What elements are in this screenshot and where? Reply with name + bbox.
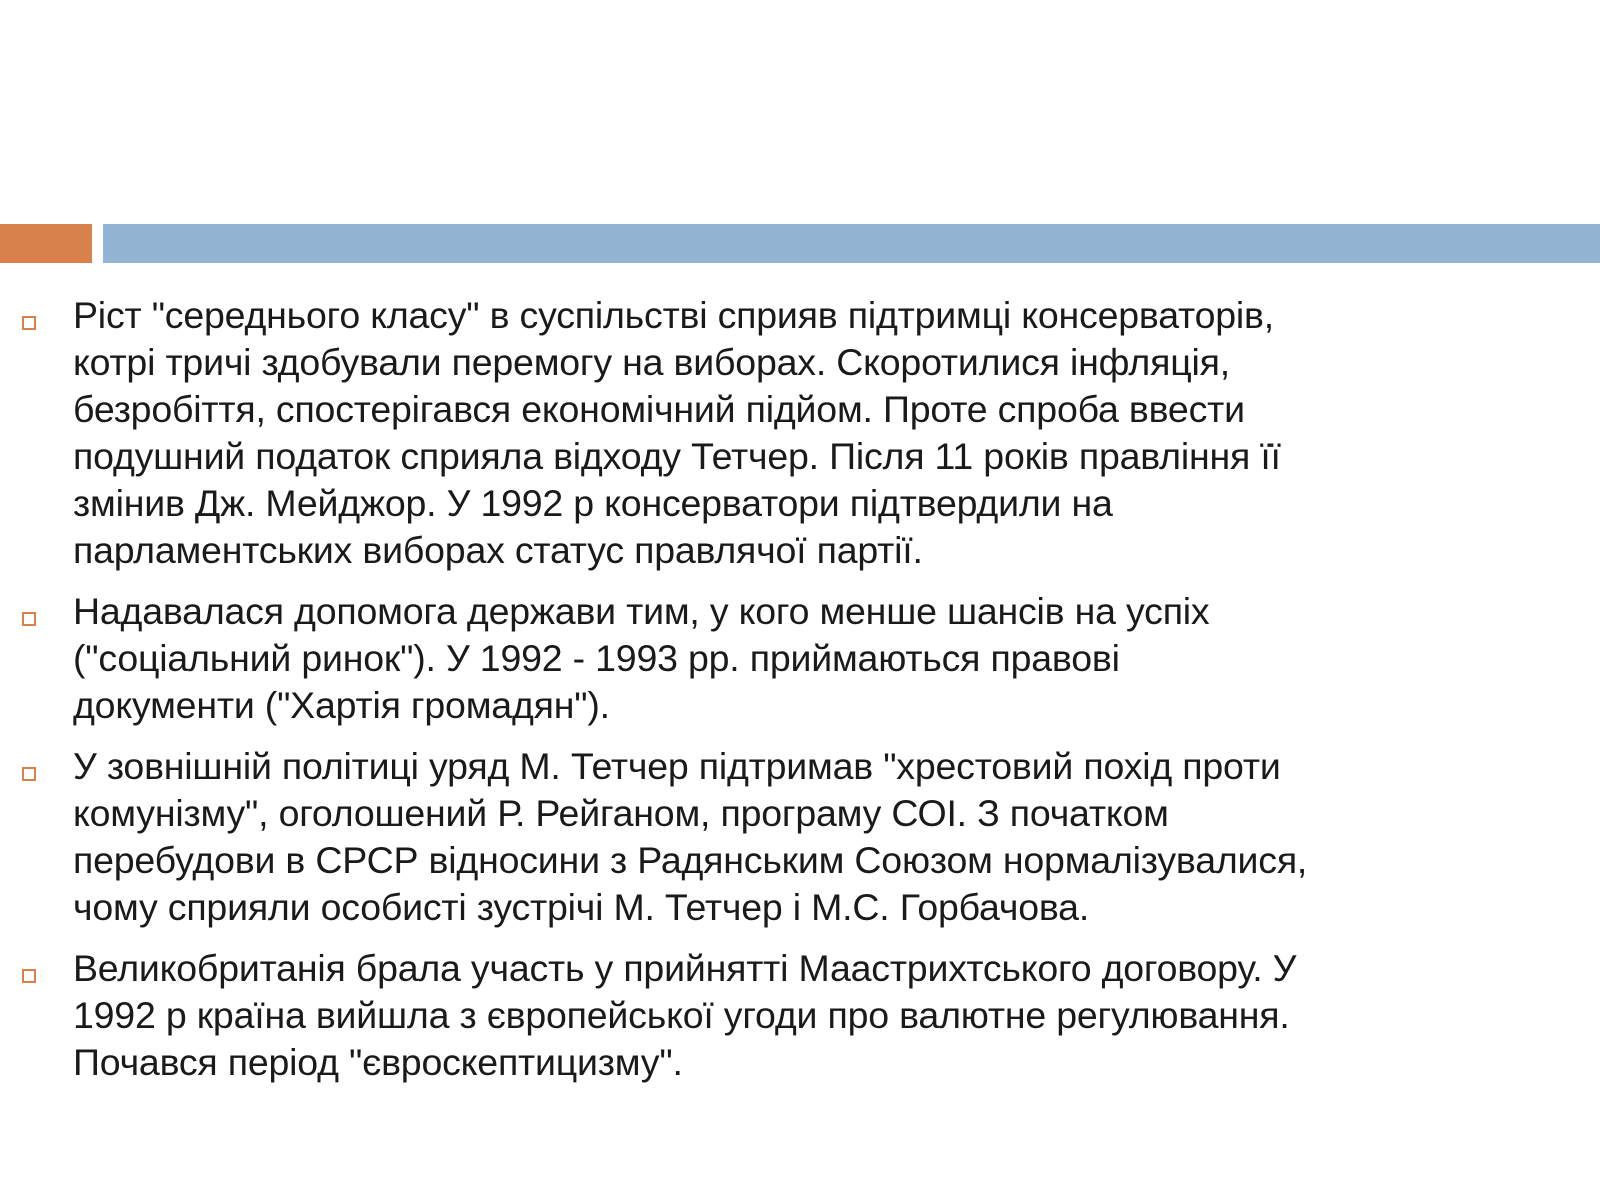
bullet-text: Ріст "середнього класу" в суспільстві сприяв підтримці консерваторів, котрі тричі здобували перемогу на виборах. Скоротилися інфляція, безробіття, спостерігався економічний підйом. Проте спроба ввести подушний податок сприяла відходу Тетчер. Після 11 років правління її змінив Дж. Мейджор. У 1992 р консерватори підтвердили на парламентських виборах статус правлячої партії. <box>73 294 1281 571</box>
square-bullet-icon <box>22 612 36 626</box>
square-bullet-icon <box>22 767 36 781</box>
bullet-text: Великобританія брала участь у прийнятті Маастрихтського договору. У 1992 р країна вийшла з європейської угоди про валютне регулювання. Почався період "євроскептицизму". <box>73 947 1297 1083</box>
bullet-text: У зовнішній політиці уряд М. Тетчер підтримав "хрестовий похід проти комунізму", оголошений Р. Рейганом, програму СОІ. З початком перебудови в СРСР відносини з Радянським Союзом нормалізувалися, чому сприяли особисті зустрічі М. Тетчер і М.С. Горбачова. <box>73 745 1308 928</box>
bullet-item-2 <box>22 588 1582 729</box>
square-bullet-icon <box>22 316 36 330</box>
bullet-item-3 <box>22 743 1582 931</box>
bullet-list <box>22 292 1582 1100</box>
bullet-item-1 <box>22 292 1582 574</box>
bullet-item-4 <box>22 945 1582 1086</box>
bullet-text: Надавалася допомога держави тим, у кого менше шансів на успіх ("соціальний ринок"). У 1992 - 1993 рр. приймаються правові документи ("Хартія громадян"). <box>73 590 1210 726</box>
header-accent-bar-orange <box>0 224 92 263</box>
header-accent-bar-blue <box>103 224 1600 263</box>
square-bullet-icon <box>22 969 36 983</box>
